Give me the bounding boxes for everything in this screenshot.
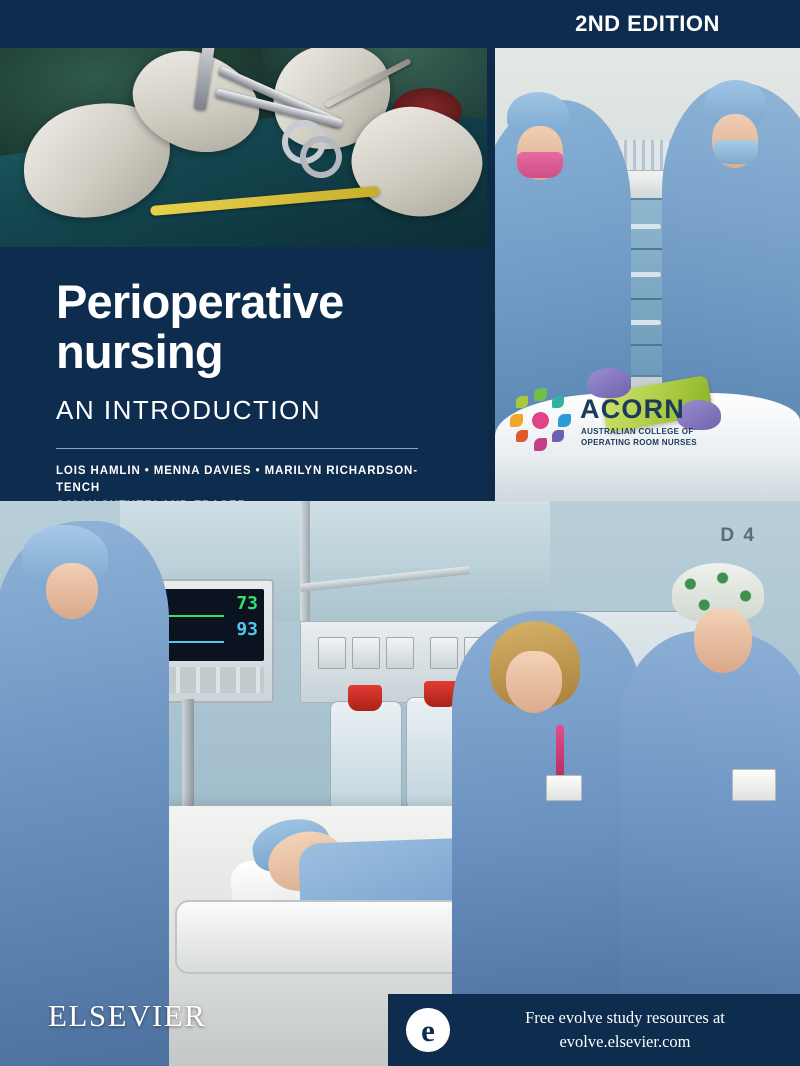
nurse-centre-id-badge	[546, 775, 582, 801]
book-subtitle: AN INTRODUCTION	[56, 394, 322, 425]
acorn-tagline-line-1: AUSTRALIAN COLLEGE OF	[581, 427, 694, 436]
nurse-right-face	[694, 609, 752, 673]
gas-outlet-1	[318, 637, 346, 669]
evolve-line-1: Free evolve study resources at	[525, 1008, 725, 1028]
evolve-url[interactable]: evolve.elsevier.com	[559, 1032, 691, 1051]
nurse-right-foreground	[620, 631, 800, 1051]
gas-outlet-2	[352, 637, 380, 669]
nurse-centre-lanyard	[556, 725, 564, 777]
edition-label: 2ND EDITION	[575, 11, 720, 36]
nurse-left-profile	[46, 563, 98, 619]
acorn-tagline-line-2: OPERATING ROOM NURSES	[581, 437, 697, 447]
title-divider	[56, 448, 418, 449]
monitor-value-top: 73	[236, 593, 258, 614]
fluid-bag-1	[330, 701, 402, 813]
title-block	[0, 247, 487, 501]
power-outlet-1	[430, 637, 458, 669]
publisher-logo: ELSEVIER	[48, 998, 207, 1033]
nurse-right-id-badge	[732, 769, 776, 801]
acorn-mark-icon	[508, 388, 572, 452]
monitor-value-bottom: 93	[236, 619, 258, 640]
room-sign: D 4	[720, 525, 756, 546]
evolve-e-icon: e	[406, 1008, 450, 1052]
nurse-right-mask	[714, 140, 758, 164]
acorn-tagline	[581, 427, 711, 449]
nurse-left-mask	[517, 152, 563, 178]
book-title: Perioperative nursing	[56, 275, 344, 378]
gas-outlet-3	[386, 637, 414, 669]
header-navy-band	[0, 0, 495, 48]
fluid-bag-1-cap	[348, 685, 382, 711]
acorn-name: ACORN	[580, 394, 685, 424]
ceiling-pendant-arm	[300, 501, 310, 621]
edition-banner	[495, 0, 800, 48]
authors-line-1: LOIS HAMLIN • MENNA DAVIES • MARILYN RICHARDSON-TENCH	[56, 464, 418, 495]
recovery-room-photo	[0, 501, 800, 1066]
evolve-banner[interactable]	[388, 994, 800, 1066]
evolve-text	[476, 1006, 800, 1054]
nurse-centre-face	[506, 651, 562, 713]
acorn-logo	[508, 382, 697, 478]
